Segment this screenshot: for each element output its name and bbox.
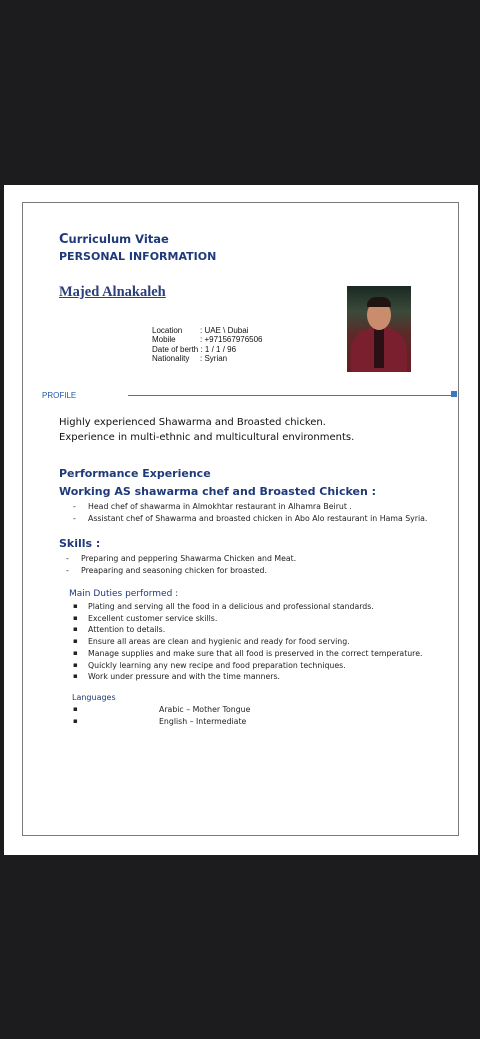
list-item-text: Manage supplies and make sure that all food is preserved in the correct temperature.: [88, 648, 423, 658]
list-item-text: Ensure all areas are clean and hygienic and ready for food serving.: [88, 637, 350, 647]
square-bullet-icon: ▪: [73, 637, 78, 646]
detail-label: Location: [152, 326, 183, 335]
list-item: [73, 660, 423, 672]
list-item-text: Arabic – Mother Tongue: [159, 705, 251, 714]
list-item-text: Preparing and peppering Shawarma Chicken and Meat.: [81, 554, 297, 563]
detail-row: [152, 354, 263, 363]
profile-label: PROFILE: [42, 391, 77, 400]
profile-line-2: Experience in multi-ethnic and multicultural environments.: [59, 432, 355, 443]
list-item: [73, 501, 427, 513]
detail-value: : Syrian: [200, 354, 228, 364]
detail-value: : 1 / 1 / 96: [200, 344, 237, 354]
profile-text: [59, 415, 354, 445]
experience-list: [73, 501, 427, 525]
languages-heading: Languages: [72, 693, 116, 702]
duties-heading: Main Duties performed :: [69, 589, 179, 599]
list-item: [73, 671, 423, 683]
list-item: [73, 513, 427, 525]
list-item-text: Attention to details.: [88, 625, 166, 635]
detail-label: Date of berth: [152, 344, 199, 354]
cv-title-rest: urriculum Vitae: [68, 232, 169, 246]
experience-heading: Performance Experience: [59, 467, 211, 480]
cv-title: [59, 232, 169, 247]
list-item: [73, 624, 423, 636]
profile-photo: [347, 286, 411, 372]
dash-marker: -: [73, 513, 76, 523]
list-item-text: Work under pressure and with the time manners.: [88, 672, 281, 682]
detail-label: Mobile: [152, 335, 176, 345]
cv-title-initial: C: [59, 232, 69, 247]
list-item: [66, 553, 296, 565]
square-bullet-icon: ▪: [73, 625, 78, 634]
skills-heading: Skills :: [59, 537, 101, 550]
list-item-text: English – Intermediate: [159, 716, 247, 726]
list-item: [73, 716, 250, 728]
list-item-text: Head chef of shawarma in Almokhtar restaurant in Alhamra Beirut .: [88, 502, 352, 511]
skills-list: [66, 553, 296, 577]
list-item-text: Assistant chef of Shawarma and broasted chicken in Abo Alo restaurant in Hama Syria.: [88, 513, 428, 523]
duties-list: [73, 601, 423, 683]
square-bullet-icon: ▪: [73, 672, 78, 681]
detail-value: : UAE \ Dubai: [200, 326, 249, 335]
photo-hair: [367, 297, 391, 307]
list-item: [73, 648, 423, 660]
dash-marker: -: [73, 502, 76, 511]
languages-list: [73, 704, 250, 728]
list-item-text: Plating and serving all the food in a delicious and professional standards.: [88, 602, 374, 611]
dash-marker: -: [66, 565, 69, 575]
square-bullet-icon: ▪: [73, 660, 78, 669]
square-bullet-icon: ▪: [73, 705, 78, 713]
personal-details: [152, 326, 263, 364]
list-item-text: Excellent customer service skills.: [88, 613, 218, 623]
detail-row: [152, 345, 263, 354]
dash-marker: -: [66, 554, 69, 563]
list-item: [73, 704, 250, 716]
person-name: Majed Alnakaleh: [59, 284, 166, 300]
detail-row: [152, 335, 263, 344]
list-item: [73, 601, 423, 613]
square-bullet-icon: ▪: [73, 716, 78, 725]
square-bullet-icon: ▪: [73, 602, 78, 610]
list-item-text: Quickly learning any new recipe and food preparation techniques.: [88, 660, 346, 670]
detail-value: : +971567976506: [200, 335, 263, 345]
detail-label: Nationality: [152, 354, 190, 364]
list-item: [73, 636, 423, 648]
profile-divider: [128, 395, 455, 396]
personal-information-heading: PERSONAL INFORMATION: [59, 250, 217, 263]
list-item-text: Preaparing and seasoning chicken for broasted.: [81, 565, 267, 575]
square-bullet-icon: ▪: [73, 613, 78, 622]
list-item: [73, 613, 423, 625]
list-item: [66, 565, 296, 577]
profile-divider-square: [451, 391, 457, 397]
document-page: [4, 185, 478, 855]
experience-role: Working AS shawarma chef and Broasted Chicken :: [59, 485, 377, 498]
photo-collar: [374, 328, 384, 368]
detail-row: [152, 326, 263, 335]
profile-line-1: Highly experienced Shawarma and Broasted chicken.: [59, 417, 326, 428]
square-bullet-icon: ▪: [73, 648, 78, 657]
